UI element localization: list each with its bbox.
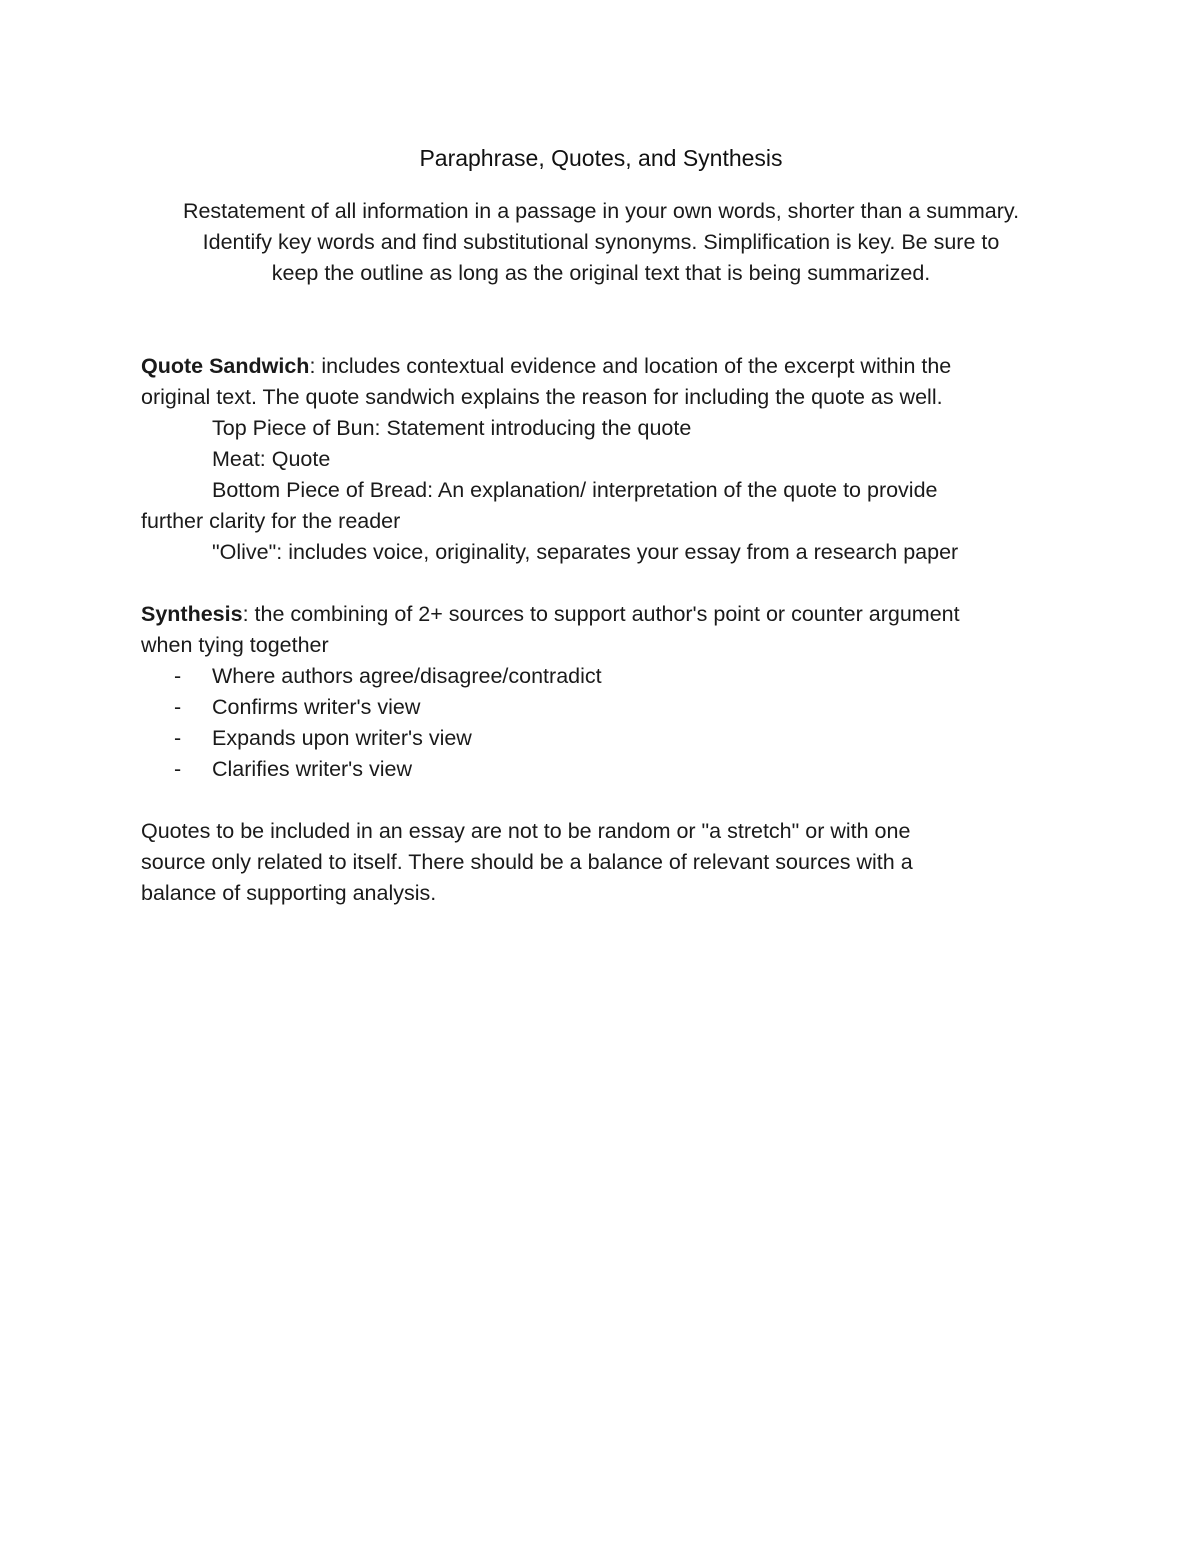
closing-line: source only related to itself. There should be a balance of relevant sources with a (141, 850, 913, 874)
quote-sandwich-term: Quote Sandwich (141, 354, 310, 378)
document-body (141, 138, 1061, 909)
quote-sandwich-definition (141, 351, 1061, 382)
closing-paragraph (141, 816, 1061, 909)
dash-marker: - (174, 695, 182, 719)
olive-item: "Olive": includes voice, originality, separates your essay from a research paper (212, 540, 959, 564)
synthesis-list (141, 661, 1061, 785)
list-item-text: Clarifies writer's view (212, 757, 413, 781)
intro-line: Identify key words and find substitutional synonyms. Simplification is key. Be sure to (202, 230, 1000, 254)
list-item (141, 661, 1061, 692)
meat-item: Meat: Quote (212, 447, 331, 471)
bottom-bread-item-continued: further clarity for the reader (141, 509, 401, 533)
closing-line: balance of supporting analysis. (141, 881, 437, 905)
synthesis-section (141, 599, 1061, 785)
intro-line: Restatement of all information in a passage in your own words, shorter than a summary. (182, 199, 1020, 223)
spacer (141, 289, 1061, 351)
dash-marker: - (174, 726, 182, 750)
synthesis-definition-line: when tying together (141, 633, 329, 657)
list-item (141, 723, 1061, 754)
list-item (141, 754, 1061, 785)
list-item-text: Confirms writer's view (212, 695, 421, 719)
closing-line: Quotes to be included in an essay are not to be random or "a stretch" or with one (141, 819, 911, 843)
list-item-text: Where authors agree/disagree/contradict (212, 664, 602, 688)
bottom-bread-item: Bottom Piece of Bread: An explanation/ interpretation of the quote to provide (212, 478, 938, 502)
spacer (141, 785, 1061, 816)
synthesis-term: Synthesis (141, 602, 243, 626)
page-title: Paraphrase, Quotes, and Synthesis (419, 145, 783, 171)
intro-paragraph (141, 196, 1061, 289)
top-bun-item: Top Piece of Bun: Statement introducing the quote (212, 416, 692, 440)
list-item-text: Expands upon writer's view (212, 726, 472, 750)
quote-sandwich-definition-text: : includes contextual evidence and location of the excerpt within the (309, 354, 952, 378)
quote-sandwich-section (141, 351, 1061, 568)
quote-sandwich-definition-line: original text. The quote sandwich explains the reason for including the quote as well. (141, 385, 943, 409)
synthesis-definition-text: : the combining of 2+ sources to support author's point or counter argument (242, 602, 960, 626)
dash-marker: - (174, 757, 182, 781)
synthesis-definition (141, 599, 1061, 630)
dash-marker: - (174, 664, 182, 688)
intro-line: keep the outline as long as the original text that is being summarized. (271, 261, 931, 285)
spacer (141, 568, 1061, 599)
list-item (141, 692, 1061, 723)
